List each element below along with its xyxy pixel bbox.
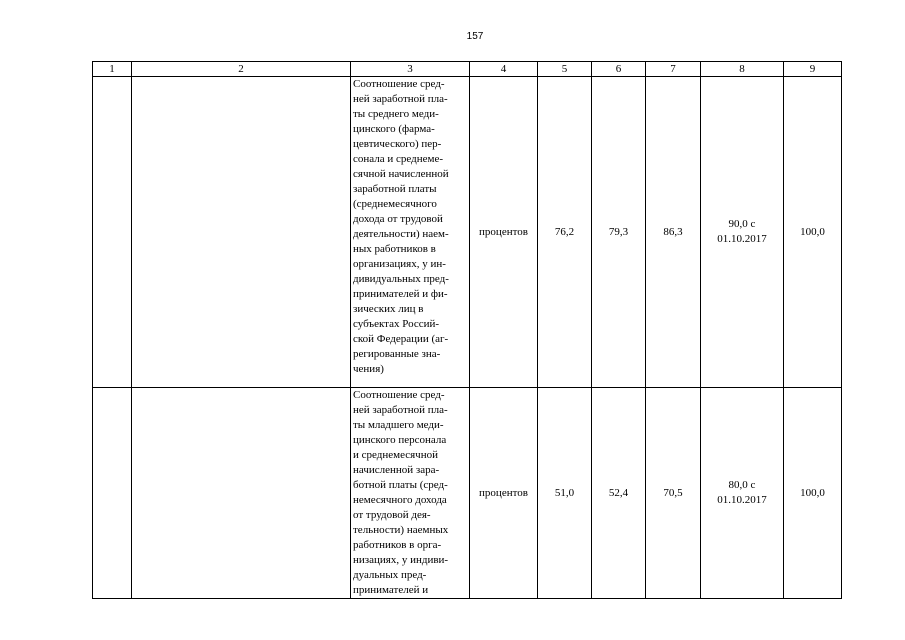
value-cell: 70,5	[646, 388, 701, 599]
indicator-text-line: дохода от трудовой	[353, 213, 443, 225]
value-cell: 100,0	[784, 77, 842, 388]
indicator-cell	[351, 77, 470, 388]
indicator-text-line: организациях, у ин-	[353, 258, 446, 270]
indicator-text-line: цинского (фарма-	[353, 123, 435, 135]
indicator-text-line: немесячного дохода	[353, 494, 447, 506]
indicator-text-line: (среднемесячного	[353, 198, 437, 210]
column-number: 8	[701, 62, 784, 77]
indicator-text-line: ней заработной пла-	[353, 93, 448, 105]
indicator-text-line: дивидуальных пред-	[353, 273, 449, 285]
target-value: 80,0 с	[728, 479, 756, 491]
table-row	[93, 388, 842, 599]
indicator-cell	[351, 388, 470, 599]
column-number-row	[93, 62, 842, 77]
target-value-cell	[701, 77, 784, 388]
value-cell: 51,0	[538, 388, 592, 599]
column-number: 7	[646, 62, 701, 77]
target-value-cell	[701, 388, 784, 599]
column-number: 6	[592, 62, 646, 77]
indicator-text-line: ты среднего меди-	[353, 108, 439, 120]
target-date: 01.10.2017	[717, 494, 767, 506]
indicator-text-line: ных работников в	[353, 243, 436, 255]
indicator-text-line: регированные зна-	[353, 348, 441, 360]
indicator-text-line: и среднемесячной	[353, 449, 438, 461]
indicator-text-line: сячной начисленной	[353, 168, 449, 180]
indicator-text-line: низациях, у индиви-	[353, 554, 449, 566]
indicator-text-line: тельности) наемных	[353, 524, 449, 536]
indicator-text-line: субъектах Россий-	[353, 318, 440, 330]
column-number: 1	[93, 62, 132, 77]
indicator-text-line: принимателей и фи-	[353, 288, 448, 300]
indicator-text-line: цевтического) пер-	[353, 138, 442, 150]
indicator-text-line: от трудовой дея-	[353, 509, 431, 521]
indicator-text-line: ты младшего меди-	[353, 419, 444, 431]
program-cell	[132, 388, 351, 599]
target-value: 90,0 с	[728, 218, 756, 230]
value-cell: 76,2	[538, 77, 592, 388]
indicator-text-line: ской Федерации (аг-	[353, 333, 449, 345]
indicator-text-line: Соотношение сред-	[353, 389, 445, 401]
value-cell: 52,4	[592, 388, 646, 599]
column-number: 4	[470, 62, 538, 77]
indicator-text-line: цинского персонала	[353, 434, 447, 446]
indicator-text-line: принимателей и	[353, 584, 429, 596]
table-row	[93, 77, 842, 388]
indicator-text-line: Соотношение сред-	[353, 78, 445, 90]
column-number: 5	[538, 62, 592, 77]
page-number: 157	[466, 31, 484, 42]
indicator-text-line: работников в орга-	[353, 539, 442, 551]
indicator-text-line: дуальных пред-	[353, 569, 427, 581]
value-cell: 86,3	[646, 77, 701, 388]
target-date: 01.10.2017	[717, 233, 767, 245]
row-number-cell	[93, 77, 132, 388]
indicator-text-line: ней заработной пла-	[353, 404, 448, 416]
indicator-text-line: ботной платы (сред-	[353, 479, 448, 491]
value-cell: 100,0	[784, 388, 842, 599]
data-table	[92, 61, 842, 599]
program-cell	[132, 77, 351, 388]
row-number-cell	[93, 388, 132, 599]
unit-cell: процентов	[470, 77, 538, 388]
column-number: 2	[132, 62, 351, 77]
indicator-text-line: начисленной зара-	[353, 464, 440, 476]
indicator-text-line: деятельности) наем-	[353, 228, 449, 240]
column-number: 3	[351, 62, 470, 77]
indicator-text-line: заработной платы	[353, 183, 437, 195]
unit-cell: процентов	[470, 388, 538, 599]
value-cell: 79,3	[592, 77, 646, 388]
column-number: 9	[784, 62, 842, 77]
indicator-text-line: зических лиц в	[353, 303, 424, 315]
indicator-text-line: чения)	[353, 363, 384, 375]
indicator-text-line: сонала и среднеме-	[353, 153, 443, 165]
